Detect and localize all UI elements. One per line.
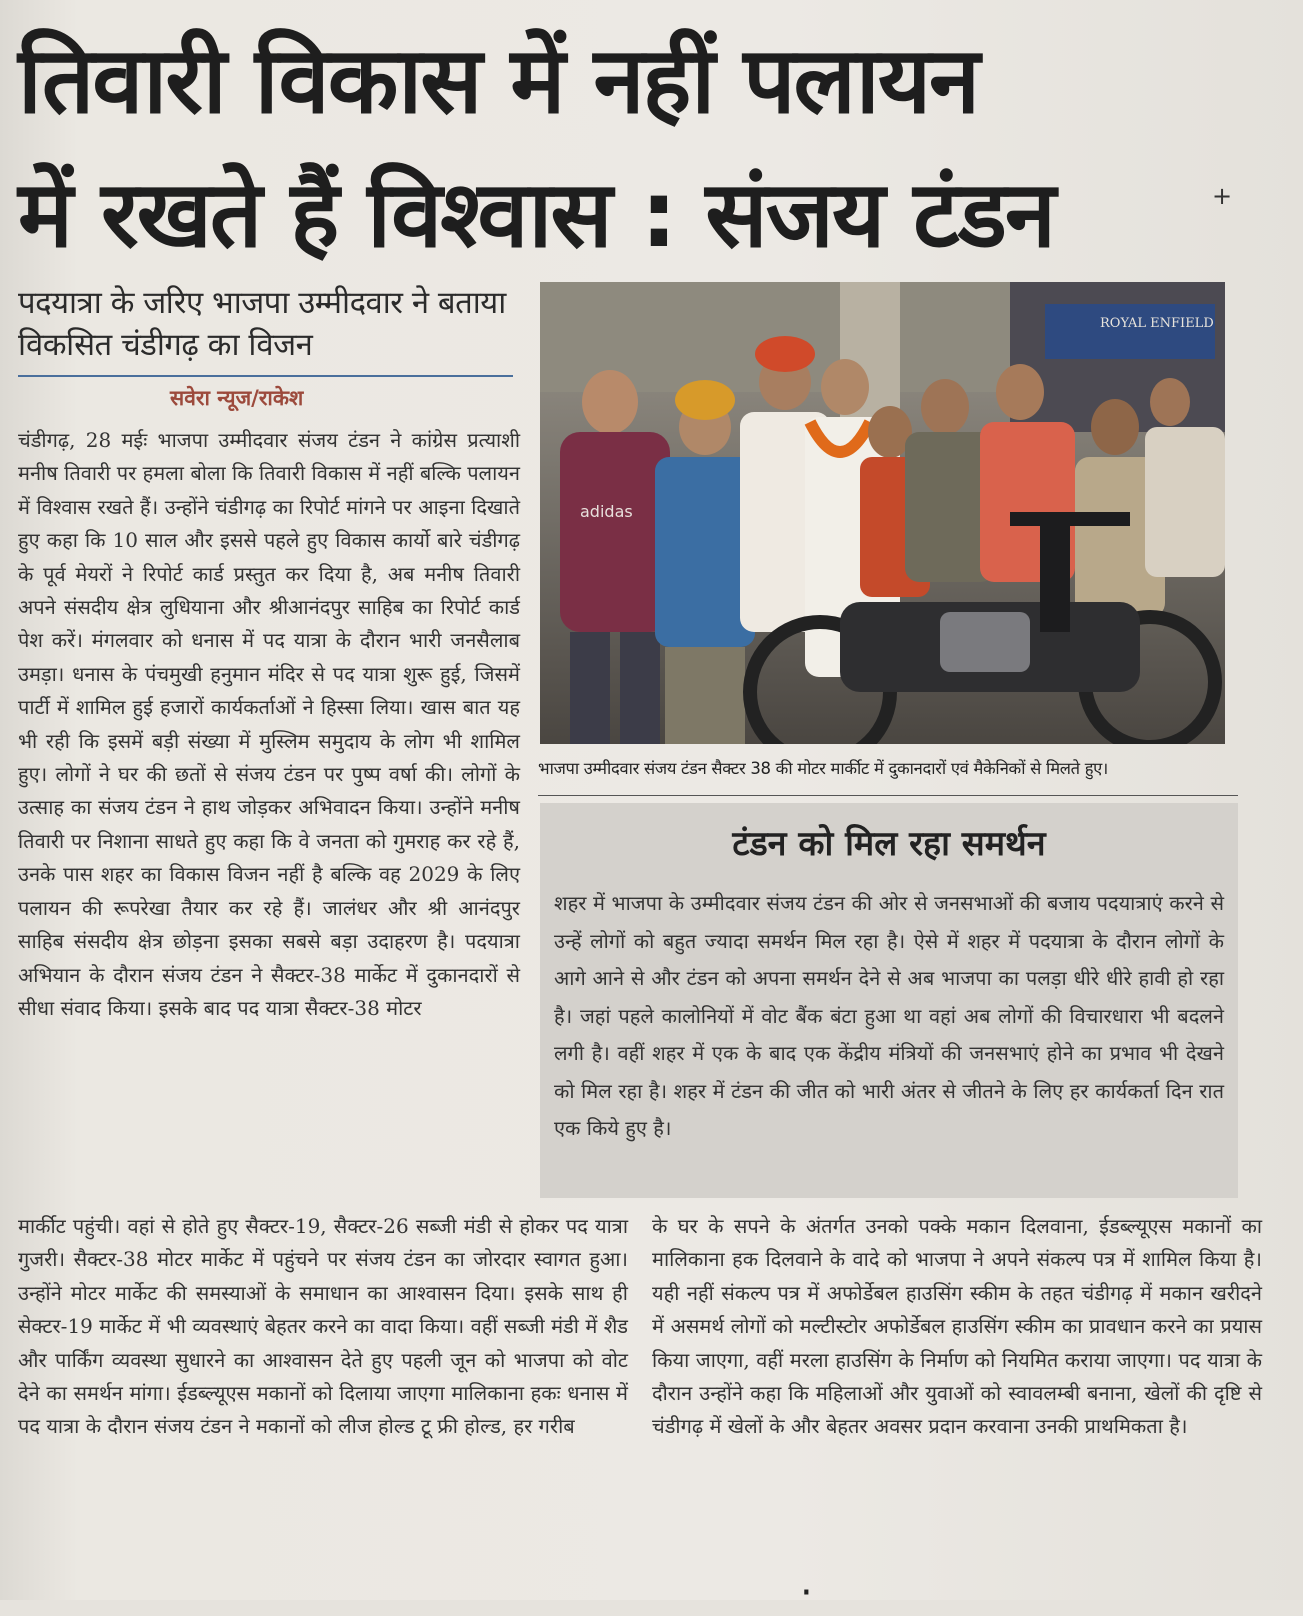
crop-mark-icon: + (1212, 182, 1233, 210)
article-column-3: के घर के सपने के अंतर्गत उनको पक्के मकान दिलवाना, ईडब्ल्यूएस मकानों का मालिकाना हक दिलवाने के वादे को भाजपा ने अपने संकल्प पत्र में शामिल किया है। यही नहीं संकल्प पत्र में अफोर्डेबल हाउसिंग स्कीम के तहत चंडीगढ़ में मकान खरीदने में असमर्थ लोगों को मल्टीस्टोर अफोर्डेबल हाउसिंग स्कीम का प्रावधान करने का प्रयास किया जाएगा, वहीं मरला हाउसिंग के निर्माण को नियमित कराया जाएगा। पद यात्रा के दौरान उन्होंने कहा कि महिलाओं और युवाओं को स्वावलम्बी बनाना, खेलों की दृष्टि से चंडीगढ़ में खेलों के और बेहतर अवसर प्रदान करवाना उनकी प्राथमिकता है। (652, 1214, 1262, 1439)
sidebar-box-text: शहर में भाजपा के उम्मीदवार संजय टंडन की ओर से जनसभाओं की बजाय पदयात्राएं करने से उन्हें लोगों को बहुत ज्यादा समर्थन मिल रहा है। ऐसे में शहर में पदयात्रा के दौरान लोगों के आगे आने से और टंडन को अपना समर्थन देने से अब भाजपा का पलड़ा धीरे धीरे हावी हो रहा है। जहां पहले कालोनियों में वोट बैंक बंटा हुआ था वहां अब लोगों की विचारधारा भी बदलने लगी है। वहीं शहर में एक के बाद एक केंद्रीय मंत्रियों की जनसभाएं होने का प्रभाव भी देखने को मिल रहा है। शहर में टंडन की जीत को भारी अंतर से जीतने के लिए हर कार्यकर्ता दिन रात एक किये हुए है। (554, 891, 1224, 1140)
article-column-1: चंडीगढ़, 28 मईः भाजपा उम्मीदवार संजय टंडन ने कांग्रेस प्रत्याशी मनीष तिवारी पर हमला बोला कि तिवारी विकास में नहीं बल्कि पलायन में विश्वास रखते हैं। उन्होंने चंडीगढ़ का रिपोर्ट मांगने पर आइना दिखाते हुए कहा कि 10 साल और इससे पहले हुए विकास कार्यो बारे चंडीगढ़ के पूर्व मेयरों ने रिपोर्ट कार्ड प्रस्तुत कर दिया है, अब मनीष तिवारी अपने संसदीय क्षेत्र लुधियाना और श्रीआनंदपुर साहिब का रिपोर्ट कार्ड पेश करें। मंगलवार को धनास में पद यात्रा के दौरान भारी जनसैलाब उमड़ा। धनास के पंचमुखी हनुमान मंदिर से पद यात्रा शुरू हुई, जिसमें पार्टी में शामिल हुई हजारों कार्यकर्ताओं ने हिस्सा लिया। खास बात यह भी रही कि इसमें बड़ी संख्या में मुस्लिम समुदाय के लोग भी शामिल हुए। लोगों ने घर की छतों से संजय टंडन पर पुष्प वर्षा की। लोगों के उत्साह का संजय टंडन ने हाथ जोड़कर अभिवादन किया। उन्होंने मनीष तिवारी पर निशाना साधते हुए कहा कि वे जनता को गुमराह कर रहे हैं, उनके पास शहर का विकास विजन नहीं है बल्कि वह 2029 के लिए पलायन की रूपरेखा तैयार कर रहे हैं। जालंधर और श्री आनंदपुर साहिब संसदीय क्षेत्र छोड़ना इसका सबसे बड़ा उदाहरण है। पदयात्रा अभियान के दौरान संजय टंडन ने सैक्टर-38 मार्केट में दुकानदारों से सीधा संवाद किया। इसके बाद पद यात्रा सैक्टर-38 मोटर (18, 428, 520, 1020)
shirt-text: adidas (580, 502, 633, 521)
caption-divider (538, 795, 1238, 796)
deck-subheadline: पदयात्रा के जरिए भाजपा उम्मीदवार ने बताया विकसित चंडीगढ़ का विजन (18, 285, 506, 363)
photo-caption: भाजपा उम्मीदवार संजय टंडन सैक्टर 38 की मोटर मार्कीट में दुकानदारों एवं मैकेनिकों से मिलते हुए। (538, 759, 1108, 778)
shop-sign (1045, 304, 1215, 359)
article-column-2: मार्कीट पहुंची। वहां से होते हुए सैक्टर-19, सैक्टर-26 सब्जी मंडी से होकर पद यात्रा गुजरी। सैक्टर-38 मोटर मार्केट में पहुंचने पर संजय टंडन का जोरदार स्वागत हुआ। उन्होंने मोटर मार्केट की समस्याओं के समाधान का आश्वासन दिया। इसके साथ ही सेक्टर-19 मार्केट में भी व्यवस्थाएं बेहतर करने का वादा किया। वहीं सब्जी मंडी में शैड और पार्किंग व्यवस्था सुधारने का आश्वासन देते हुए पहली जून को भाजपा को वोट देने का समर्थन मांगा। ईडब्ल्यूएस मकानों को दिलाया जाएगा मालिकाना हकः धनास में पद यात्रा के दौरान संजय टंडन ने मकानों को लीज होल्ड टू फ्री होल्ड, हर गरीब (18, 1214, 628, 1439)
photo-illustration (540, 282, 1225, 744)
headline-line-1: तिवारी विकास में नहीं पलायन (18, 27, 979, 134)
shop-sign-text: ROYAL ENFIELD (1100, 316, 1214, 331)
sidebar-box (540, 803, 1238, 1198)
news-photo (540, 282, 1225, 744)
divider-rule (18, 375, 513, 377)
byline: सवेरा न्यूज/राकेश (170, 386, 304, 410)
page-fold-mark: · (800, 1570, 813, 1616)
sidebar-box-title: टंडन को मिल रहा समर्थन (732, 824, 1046, 864)
headline-line-2: में रखते हैं विश्वास : संजय टंडन (18, 161, 1054, 268)
